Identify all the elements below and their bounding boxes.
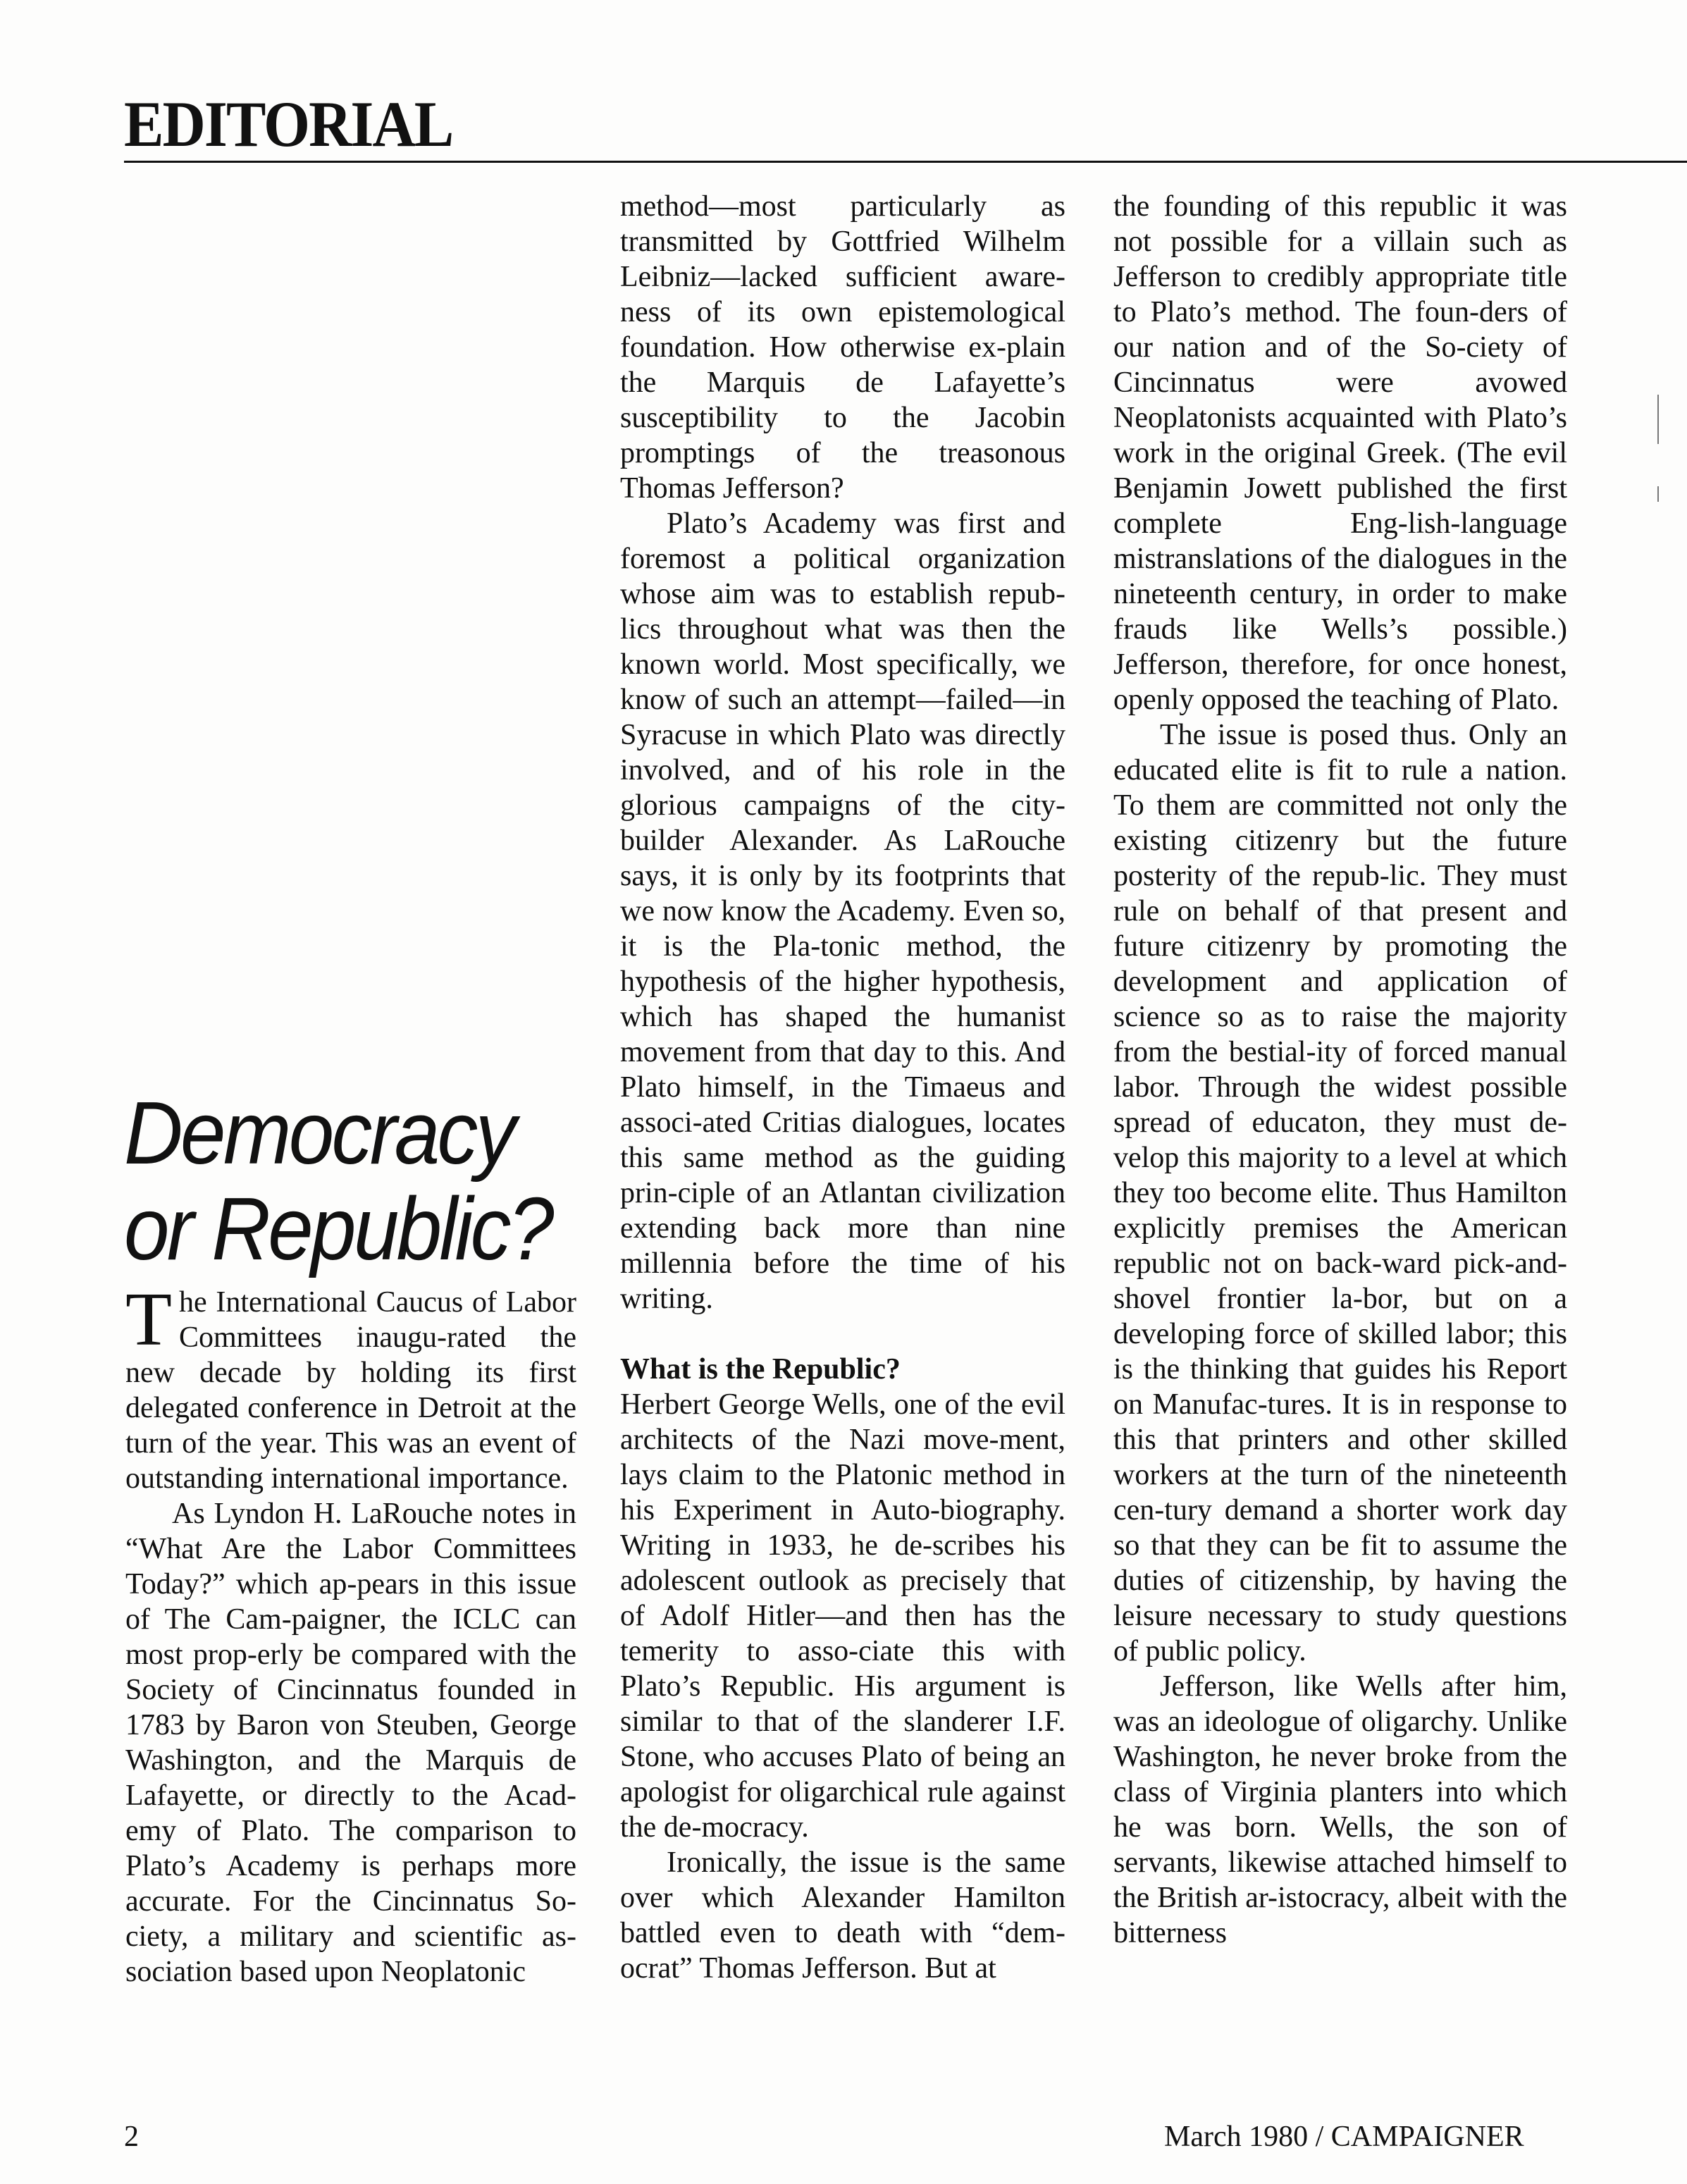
drop-cap: T — [125, 1278, 172, 1362]
paragraph: As Lyndon H. LaRouche notes in “What Are the Labor Committees Today?” which ap-pears in this issue of The Cam-paigner, the ICLC can most prop-erly be compared with the Society of Cincinnatus founded in 1783 by Baron von Steuben, George Washington, and the Marquis de Lafayette, or directly to the Acad-emy of Plato. The comparison to Plato’s Academy is perhaps more accurate. For the Cincinnatus So-ciety, a military and scientific as-sociation based upon Neoplatonic — [125, 1498, 576, 1988]
text-column-1 — [125, 1278, 576, 1989]
paragraph: the founding of this republic it was not possible for a villain such as Jefferson to credibly appropriate title to Plato’s method. The foun-ders of our nation and of the So-ciety of Cincinnatus were avowed Neoplatonists acquainted with Plato’s work in the original Greek. (The evil Benjamin Jowett published the first complete Eng-lish-language mistranslations of the dialogues in the nineteenth century, in order to make frauds like Wells’s possible.) Jefferson, therefore, for once honest, openly opposed the teaching of Plato. — [1113, 190, 1567, 716]
text-column-3 — [1113, 189, 1567, 1951]
paragraph: Ironically, the issue is the same over which Alexander Hamilton battled even to death with “dem-ocrat” Thomas Jefferson. But at — [620, 1846, 1065, 1985]
issue-line: March 1980 / CAMPAIGNER — [1164, 2121, 1524, 2153]
paragraph: The issue is posed thus. Only an educated elite is fit to rule a nation. To them are committed not only the existing citizenry but the future posterity of the repub-lic. They must rule on behalf of that present and future citizenry by promoting the development and application of science so as to raise the majority from the bestial-ity of forced manual labor. Through the widest possible spread of educaton, they must de-velop this majority to a level at which they too become elite. Thus Hamilton explicitly premises the American republic not on back-ward pick-and-shovel frontier la-bor, but on a developing force of skilled labor; this is the thinking that guides his Report on Manufac-tures. It is in response to this that printers and other skilled workers at the turn of the nineteenth cen-tury demand a shorter work day so that they can be fit to assume the duties of citizenship, by having the leisure necessary to study questions of public policy. — [1113, 719, 1567, 1667]
section-heading: What is the Republic? — [620, 1353, 901, 1386]
paragraph: method—most particularly as transmitted by Gottfried Wilhelm Leibniz—lacked sufficient aware-ness of its own epistemological foundation. How otherwise ex-plain the Marquis de Lafayette’s susceptibility to the Jacobin promptings of the treasonous Thomas Jefferson? — [620, 190, 1065, 505]
article-title-line-1: Democracy — [124, 1083, 514, 1183]
paragraph: Plato’s Academy was first and foremost a political organization whose aim was to establish repub-lics throughout what was then the known world. Most specifically, we know of such an attempt—failed—in Syracuse in which Plato was directly involved, and of his role in the glorious campaigns of the city-builder Alexander. As LaRouche says, it is only by its footprints that we now know the Academy. Even so, it is the Pla-tonic method, the hypothesis of the higher hypothesis, which has shaped the humanist movement from that day to this. And Plato himself, in the Timaeus and associ-ated Critias dialogues, locates this same method as the guiding prin-ciple of an Atlantan civilization extending back more than nine millennia before the time of his writing. — [620, 507, 1065, 1315]
article-title-line-2: or Republic? — [124, 1179, 552, 1279]
scan-mark — [1657, 486, 1659, 502]
paragraph: Herbert George Wells, one of the evil architects of the Nazi move-ment, lays claim to the Platonic method in his Experiment in Auto-biography. Writing in 1933, he de-scribes his adolescent outlook as precisely that of Adolf Hitler—and then has the temerity to asso-ciate this with Plato’s Republic. His argument is similar to that of the slanderer I.F. Stone, who accuses Plato of being an apologist for oligarchical rule against the de-mocracy. — [620, 1388, 1065, 1844]
article-title — [124, 1085, 565, 1277]
scan-mark — [1657, 395, 1659, 444]
paragraph: Jefferson, like Wells after him, was an ideologue of oligarchy. Unlike Washington, he never broke from the class of Virginia planters into which he was born. Wells, the son of servants, likewise attached himself to the British ar-istocracy, albeit with the bitterness — [1113, 1670, 1567, 1949]
text-column-2 — [620, 189, 1065, 1986]
paragraph — [125, 1278, 576, 1496]
header-rule — [124, 161, 1687, 163]
page-number: 2 — [124, 2121, 139, 2153]
paragraph-text: he International Caucus of Labor Committees inaugu-rated the new decade by holding its first delegated conference in Detroit at the turn of the year. This was an event of outstanding international importance. — [125, 1286, 576, 1495]
section-label: EDITORIAL — [124, 88, 453, 160]
